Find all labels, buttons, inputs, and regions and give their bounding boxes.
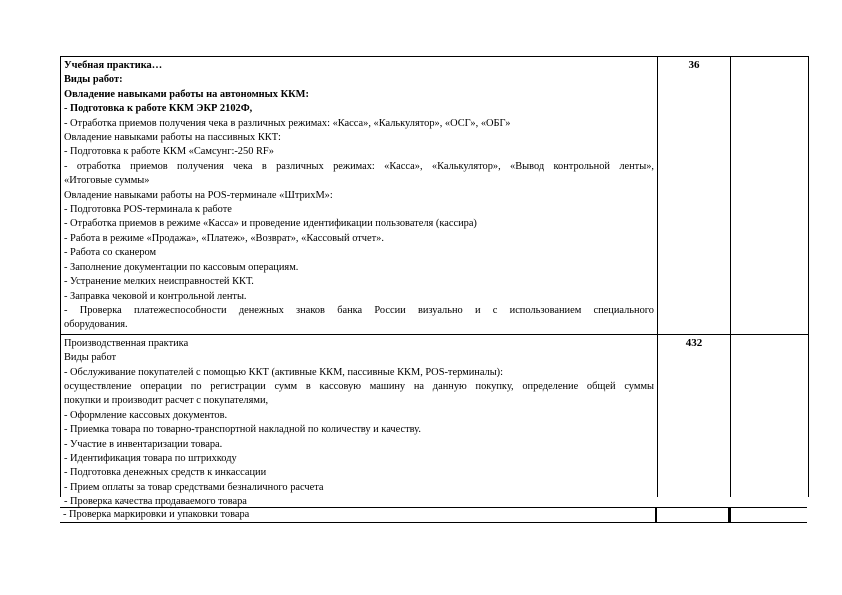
work-item: - Заполнение документации по кассовым операциям. [64,261,299,273]
work-item: - Идентификация товара по штрихкоду [64,452,237,464]
practice-description-cell [61,57,658,334]
work-item: - Подготовка денежных средств к инкассации [64,467,267,479]
work-item: - Обслуживание покупателей с помощью ККТ (активные ККМ, пассивные ККМ, POS-терминалы): [64,366,504,378]
work-item: - Отработка приемов получения чека в различных режимах: «Касса», «Калькулятор», «ОСГ», «ОБГ» [64,117,511,129]
work-item: Виды работ [64,352,117,364]
hours-cell [658,335,731,497]
work-item: Учебная практика… [64,60,163,71]
practice-description-cell [60,508,657,522]
work-item: - Приемка товара по товарно-транспортной накладной по количеству и качеству. [64,424,421,436]
work-item: - Участие в инвентаризации товара. [64,438,223,450]
work-item: Овладение навыками работы на автономных ККМ: [64,88,309,100]
work-item: «Итоговые суммы» [64,175,150,187]
work-item: - Проверка качества продаваемого товара [64,496,247,508]
empty-cell [731,335,808,497]
practice-description-cell [61,335,658,508]
table-row-continuation [60,507,807,523]
hours-value: 36 [688,59,700,71]
empty-cell [730,508,807,522]
practice-table [60,56,809,508]
work-item: - Проверка маркировки и упаковки товара [63,509,250,520]
work-item: Овладение навыками работы на POS-терминале «ШтрихМ»: [64,189,333,201]
work-item: покупки и производит расчет с покупателями, [64,395,269,407]
hours-cell [657,508,730,522]
table-row-production-practice [61,335,808,508]
work-item: - Подготовка POS-терминала к работе [64,204,232,216]
work-item: - Заправка чековой и контрольной ленты. [64,290,247,302]
work-item: - Работа в режиме «Продажа», «Платеж», «Возврат», «Кассовый отчет». [64,232,384,244]
table-row-training-practice [61,57,808,335]
work-item: - отработка приемов получения чека в различных режимах: «Касса», «Калькулятор», «Вывод контрольной ленты», [64,160,654,172]
hours-cell [658,57,731,334]
work-item: осуществление операции по регистрации сумм в кассовую машину на данную покупку, определение общей суммы [64,380,654,392]
work-item: оборудования. [64,319,128,331]
work-item: - Прием оплаты за товар средствами безналичного расчета [64,481,324,493]
work-item: Овладение навыками работы на пассивных ККТ: [64,132,281,144]
work-item: - Отработка приемов в режиме «Касса» и проведение идентификации пользователя (кассира) [64,218,477,230]
work-item: - Оформление кассовых документов. [64,409,228,421]
work-item: Производственная практика [64,337,189,349]
hours-value: 432 [685,336,703,349]
work-item: - Устранение мелких неисправностей ККТ. [64,276,254,288]
work-item: - Работа со сканером [64,247,157,259]
work-item: - Подготовка к работе ККМ «Самсунг:-250 RF» [64,146,274,158]
work-item: - Подготовка к работе ККМ ЭКР 2102Ф, [64,103,253,115]
work-item: Виды работ: [64,74,123,86]
work-item: - Проверка платежеспособности денежных знаков банка России визуально и с использованием специального [64,304,654,316]
empty-cell [731,57,808,334]
